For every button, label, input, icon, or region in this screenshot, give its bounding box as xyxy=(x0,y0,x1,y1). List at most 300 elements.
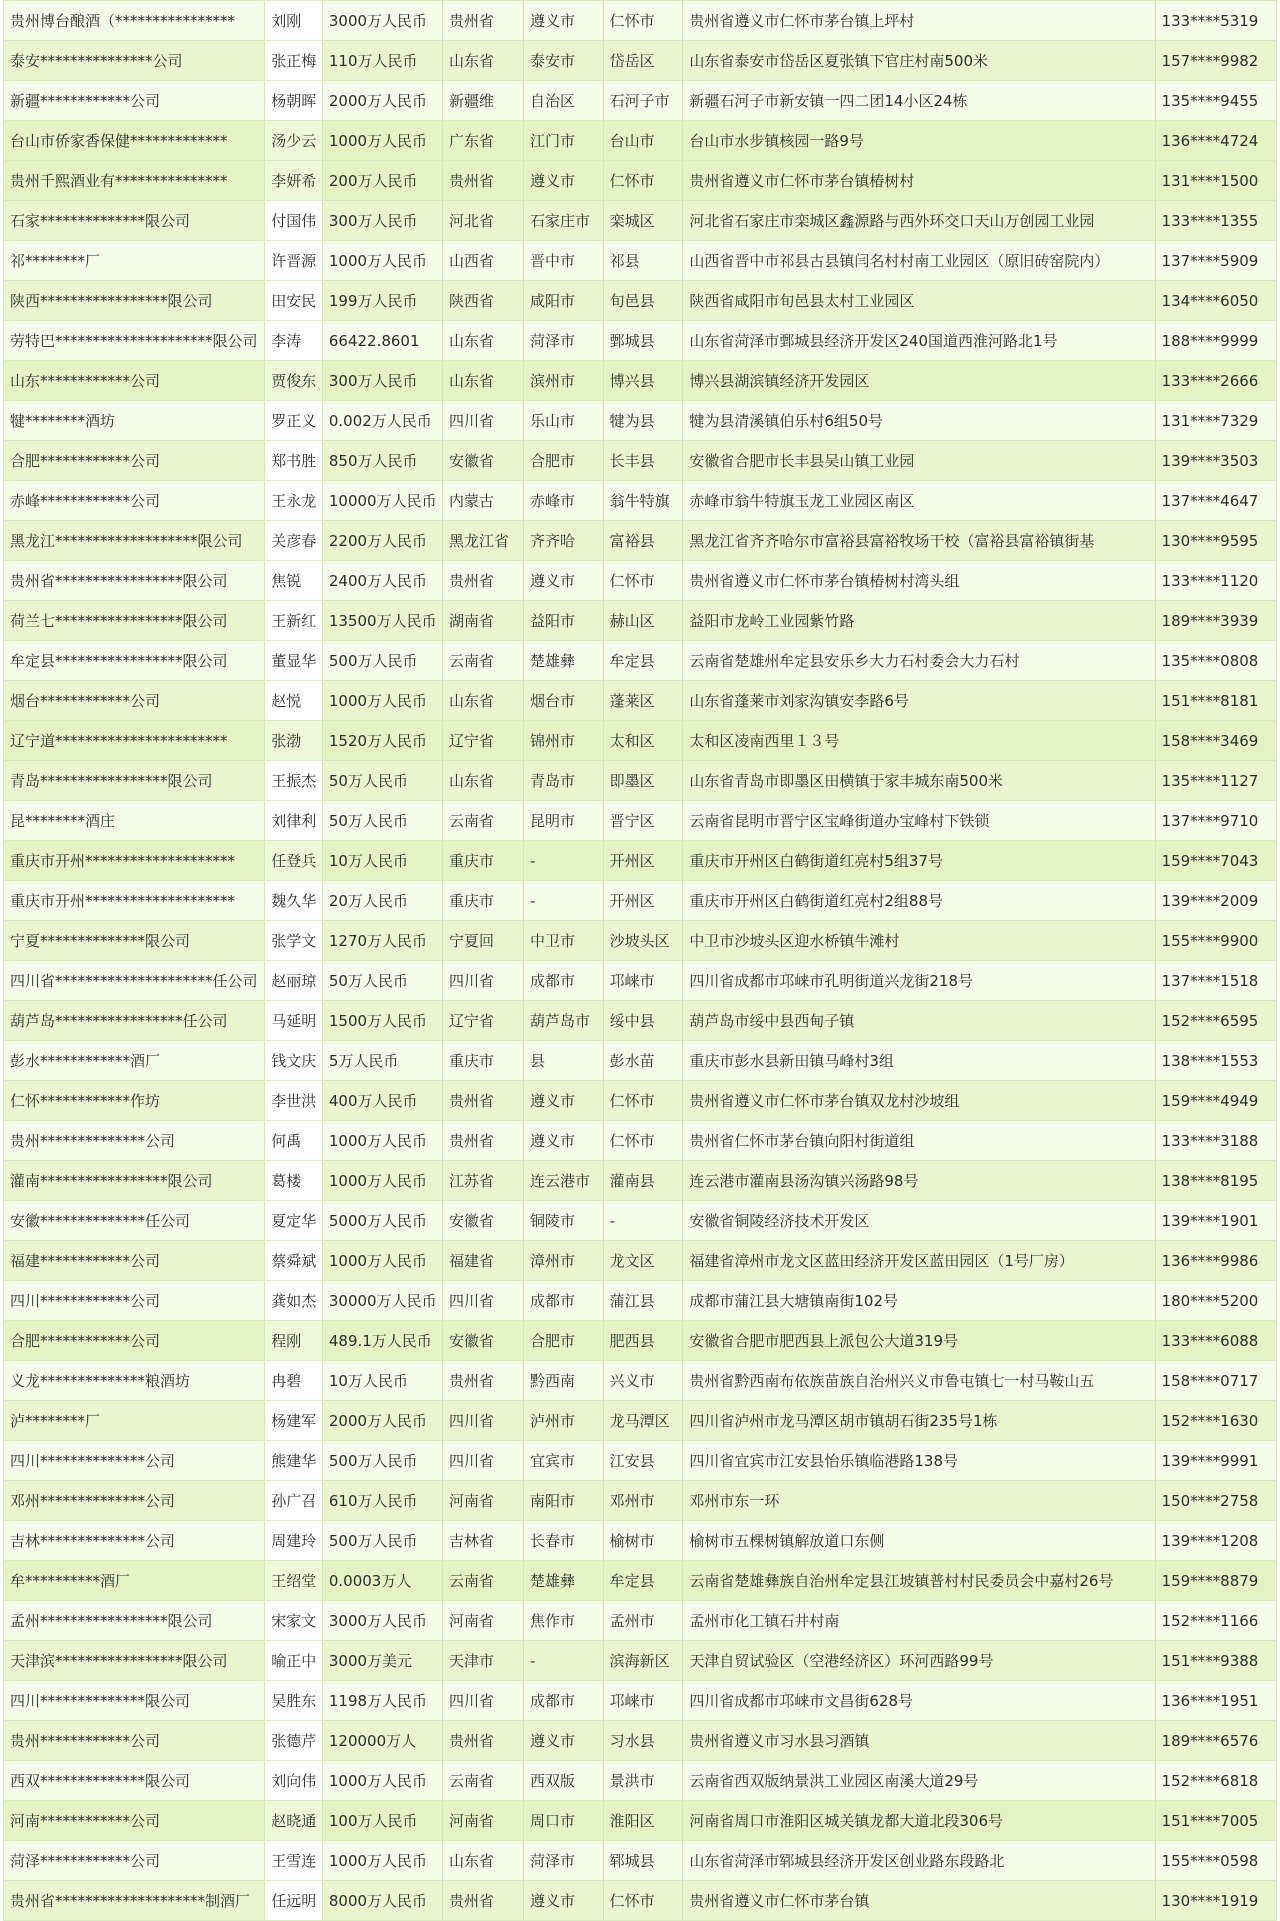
district-cell: 淮阳区 xyxy=(603,1801,683,1841)
district-cell: 太和区 xyxy=(603,721,683,761)
table-row xyxy=(4,201,1277,241)
table-row xyxy=(4,1841,1277,1881)
company-name-cell: 贵州省********************制酒厂 xyxy=(4,1881,265,1921)
legal-rep-cell: 王永龙 xyxy=(265,481,323,521)
province-cell: 四川省 xyxy=(443,1281,524,1321)
address-cell: 四川省宜宾市江安县怡乐镇临港路138号 xyxy=(683,1441,1155,1481)
city-cell: 宜宾市 xyxy=(523,1441,603,1481)
table-row xyxy=(4,601,1277,641)
legal-rep-cell: 孙广召 xyxy=(265,1481,323,1521)
city-cell: 焦作市 xyxy=(523,1601,603,1641)
district-cell: 晋宁区 xyxy=(603,801,683,841)
district-cell: 沙坡头区 xyxy=(603,921,683,961)
company-name-cell: 辽宁道*********************** xyxy=(4,721,265,761)
phone-cell: 137****9710 xyxy=(1155,801,1276,841)
city-cell: 遵义市 xyxy=(523,1881,603,1921)
company-name-cell: 菏泽************公司 xyxy=(4,1841,265,1881)
city-cell: 石家庄市 xyxy=(523,201,603,241)
table-row xyxy=(4,321,1277,361)
district-cell: 景洪市 xyxy=(603,1761,683,1801)
legal-rep-cell: 蔡舜斌 xyxy=(265,1241,323,1281)
table-row xyxy=(4,121,1277,161)
registered-capital-cell: 300万人民币 xyxy=(322,361,442,401)
province-cell: 天津市 xyxy=(443,1641,524,1681)
table-row xyxy=(4,1201,1277,1241)
city-cell: 菏泽市 xyxy=(523,1841,603,1881)
company-name-cell: 彭水************酒厂 xyxy=(4,1041,265,1081)
registered-capital-cell: 1500万人民币 xyxy=(322,1001,442,1041)
province-cell: 安徽省 xyxy=(443,441,524,481)
legal-rep-cell: 赵丽琼 xyxy=(265,961,323,1001)
table-row xyxy=(4,401,1277,441)
table-row xyxy=(4,1721,1277,1761)
legal-rep-cell: 钱文庆 xyxy=(265,1041,323,1081)
city-cell: 葫芦岛市 xyxy=(523,1001,603,1041)
registered-capital-cell: 1000万人民币 xyxy=(322,121,442,161)
city-cell: 昆明市 xyxy=(523,801,603,841)
table-row xyxy=(4,161,1277,201)
phone-cell: 137****1518 xyxy=(1155,961,1276,1001)
company-name-cell: 孟州*****************限公司 xyxy=(4,1601,265,1641)
phone-cell: 133****5319 xyxy=(1155,1,1276,41)
company-name-cell: 贵州省*****************限公司 xyxy=(4,561,265,601)
province-cell: 贵州省 xyxy=(443,1,524,41)
phone-cell: 152****6818 xyxy=(1155,1761,1276,1801)
city-cell: 锦州市 xyxy=(523,721,603,761)
company-name-cell: 犍********酒坊 xyxy=(4,401,265,441)
province-cell: 山东省 xyxy=(443,41,524,81)
address-cell: 安徽省铜陵经济技术开发区 xyxy=(683,1201,1155,1241)
table-row xyxy=(4,1561,1277,1601)
table-row xyxy=(4,1001,1277,1041)
city-cell: 周口市 xyxy=(523,1801,603,1841)
table-row xyxy=(4,441,1277,481)
city-cell: 晋中市 xyxy=(523,241,603,281)
city-cell: 成都市 xyxy=(523,961,603,1001)
city-cell: 中卫市 xyxy=(523,921,603,961)
district-cell: 牟定县 xyxy=(603,641,683,681)
legal-rep-cell: 汤少云 xyxy=(265,121,323,161)
district-cell: 邛崃市 xyxy=(603,961,683,1001)
table-row xyxy=(4,1,1277,41)
company-name-cell: 四川省*********************任公司 xyxy=(4,961,265,1001)
province-cell: 河北省 xyxy=(443,201,524,241)
phone-cell: 134****6050 xyxy=(1155,281,1276,321)
phone-cell: 151****9388 xyxy=(1155,1641,1276,1681)
province-cell: 内蒙古 xyxy=(443,481,524,521)
company-name-cell: 重庆市开州******************** xyxy=(4,841,265,881)
legal-rep-cell: 付国伟 xyxy=(265,201,323,241)
address-cell: 博兴县湖滨镇经济开发园区 xyxy=(683,361,1155,401)
phone-cell: 133****1120 xyxy=(1155,561,1276,601)
legal-rep-cell: 张渤 xyxy=(265,721,323,761)
table-row xyxy=(4,921,1277,961)
legal-rep-cell: 李世洪 xyxy=(265,1081,323,1121)
company-table xyxy=(3,0,1277,1921)
company-name-cell: 灌南*****************限公司 xyxy=(4,1161,265,1201)
address-cell: 贵州省遵义市仁怀市茅台镇双龙村沙坡组 xyxy=(683,1081,1155,1121)
phone-cell: 155****0598 xyxy=(1155,1841,1276,1881)
province-cell: 江苏省 xyxy=(443,1161,524,1201)
address-cell: 贵州省遵义市仁怀市茅台镇 xyxy=(683,1881,1155,1921)
province-cell: 辽宁省 xyxy=(443,721,524,761)
province-cell: 四川省 xyxy=(443,961,524,1001)
district-cell: 郓城县 xyxy=(603,1841,683,1881)
phone-cell: 138****8195 xyxy=(1155,1161,1276,1201)
district-cell: 邛崃市 xyxy=(603,1681,683,1721)
address-cell: 太和区凌南西里１３号 xyxy=(683,721,1155,761)
legal-rep-cell: 夏定华 xyxy=(265,1201,323,1241)
company-name-cell: 牟定县*****************限公司 xyxy=(4,641,265,681)
address-cell: 河南省周口市淮阳区城关镇龙都大道北段306号 xyxy=(683,1801,1155,1841)
registered-capital-cell: 10000万人民币 xyxy=(322,481,442,521)
company-name-cell: 合肥************公司 xyxy=(4,1321,265,1361)
legal-rep-cell: 张德芹 xyxy=(265,1721,323,1761)
district-cell: 仁怀市 xyxy=(603,1121,683,1161)
table-row xyxy=(4,1361,1277,1401)
company-name-cell: 四川************公司 xyxy=(4,1281,265,1321)
phone-cell: 139****9991 xyxy=(1155,1441,1276,1481)
registered-capital-cell: 10万人民币 xyxy=(322,841,442,881)
registered-capital-cell: 400万人民币 xyxy=(322,1081,442,1121)
district-cell: 仁怀市 xyxy=(603,561,683,601)
legal-rep-cell: 程刚 xyxy=(265,1321,323,1361)
registered-capital-cell: 0.002万人民币 xyxy=(322,401,442,441)
phone-cell: 155****9900 xyxy=(1155,921,1276,961)
table-row xyxy=(4,1521,1277,1561)
city-cell: 合肥市 xyxy=(523,441,603,481)
legal-rep-cell: 龚如杰 xyxy=(265,1281,323,1321)
city-cell: 菏泽市 xyxy=(523,321,603,361)
legal-rep-cell: 葛楼 xyxy=(265,1161,323,1201)
province-cell: 山东省 xyxy=(443,681,524,721)
legal-rep-cell: 焦锐 xyxy=(265,561,323,601)
table-row xyxy=(4,1481,1277,1521)
district-cell: 蓬莱区 xyxy=(603,681,683,721)
phone-cell: 130****9595 xyxy=(1155,521,1276,561)
registered-capital-cell: 13500万人民币 xyxy=(322,601,442,641)
city-cell: 楚雄彝 xyxy=(523,641,603,681)
address-cell: 贵州省黔西南布依族苗族自治州兴义市鲁屯镇七一村马鞍山五 xyxy=(683,1361,1155,1401)
registered-capital-cell: 3000万人民币 xyxy=(322,1,442,41)
table-row xyxy=(4,721,1277,761)
phone-cell: 152****1166 xyxy=(1155,1601,1276,1641)
table-row xyxy=(4,1881,1277,1921)
district-cell: 滨海新区 xyxy=(603,1641,683,1681)
address-cell: 福建省漳州市龙文区蓝田经济开发区蓝田园区（1号厂房） xyxy=(683,1241,1155,1281)
registered-capital-cell: 500万人民币 xyxy=(322,1521,442,1561)
district-cell: 江安县 xyxy=(603,1441,683,1481)
city-cell: 合肥市 xyxy=(523,1321,603,1361)
table-row xyxy=(4,241,1277,281)
district-cell: 岱岳区 xyxy=(603,41,683,81)
legal-rep-cell: 贾俊东 xyxy=(265,361,323,401)
city-cell: 青岛市 xyxy=(523,761,603,801)
district-cell: 博兴县 xyxy=(603,361,683,401)
company-name-cell: 重庆市开州******************** xyxy=(4,881,265,921)
legal-rep-cell: 王振杰 xyxy=(265,761,323,801)
phone-cell: 159****8879 xyxy=(1155,1561,1276,1601)
phone-cell: 189****6576 xyxy=(1155,1721,1276,1761)
province-cell: 吉林省 xyxy=(443,1521,524,1561)
table-row xyxy=(4,521,1277,561)
legal-rep-cell: 杨朝晖 xyxy=(265,81,323,121)
legal-rep-cell: 何禹 xyxy=(265,1121,323,1161)
province-cell: 河南省 xyxy=(443,1801,524,1841)
phone-cell: 139****1208 xyxy=(1155,1521,1276,1561)
table-row xyxy=(4,1801,1277,1841)
city-cell: 乐山市 xyxy=(523,401,603,441)
table-row xyxy=(4,81,1277,121)
address-cell: 贵州省遵义市仁怀市茅台镇上坪村 xyxy=(683,1,1155,41)
province-cell: 山西省 xyxy=(443,241,524,281)
table-row xyxy=(4,1321,1277,1361)
province-cell: 贵州省 xyxy=(443,1121,524,1161)
legal-rep-cell: 李涛 xyxy=(265,321,323,361)
province-cell: 黑龙江省 xyxy=(443,521,524,561)
table-row xyxy=(4,681,1277,721)
city-cell: 益阳市 xyxy=(523,601,603,641)
province-cell: 贵州省 xyxy=(443,1081,524,1121)
district-cell: 习水县 xyxy=(603,1721,683,1761)
company-name-cell: 合肥************公司 xyxy=(4,441,265,481)
legal-rep-cell: 喻正中 xyxy=(265,1641,323,1681)
legal-rep-cell: 周建玲 xyxy=(265,1521,323,1561)
company-name-cell: 陕西*****************限公司 xyxy=(4,281,265,321)
province-cell: 河南省 xyxy=(443,1481,524,1521)
city-cell: 西双版 xyxy=(523,1761,603,1801)
table-row xyxy=(4,1681,1277,1721)
table-row xyxy=(4,841,1277,881)
registered-capital-cell: 1000万人民币 xyxy=(322,1841,442,1881)
registered-capital-cell: 199万人民币 xyxy=(322,281,442,321)
legal-rep-cell: 刘律利 xyxy=(265,801,323,841)
registered-capital-cell: 3000万人民币 xyxy=(322,1601,442,1641)
table-row xyxy=(4,1441,1277,1481)
district-cell: 龙文区 xyxy=(603,1241,683,1281)
province-cell: 山东省 xyxy=(443,1841,524,1881)
address-cell: 安徽省合肥市肥西县上派包公大道319号 xyxy=(683,1321,1155,1361)
phone-cell: 158****3469 xyxy=(1155,721,1276,761)
address-cell: 榆树市五棵树镇解放道口东侧 xyxy=(683,1521,1155,1561)
company-name-cell: 贵州************公司 xyxy=(4,1721,265,1761)
province-cell: 河南省 xyxy=(443,1601,524,1641)
registered-capital-cell: 50万人民币 xyxy=(322,761,442,801)
city-cell: 铜陵市 xyxy=(523,1201,603,1241)
table-row xyxy=(4,1081,1277,1121)
district-cell: 绥中县 xyxy=(603,1001,683,1041)
city-cell: 遵义市 xyxy=(523,161,603,201)
city-cell: - xyxy=(523,841,603,881)
address-cell: 重庆市开州区白鹤街道红亮村2组88号 xyxy=(683,881,1155,921)
province-cell: 陕西省 xyxy=(443,281,524,321)
legal-rep-cell: 田安民 xyxy=(265,281,323,321)
legal-rep-cell: 张正梅 xyxy=(265,41,323,81)
table-row xyxy=(4,1641,1277,1681)
address-cell: 山东省蓬莱市刘家沟镇安李路6号 xyxy=(683,681,1155,721)
legal-rep-cell: 李妍希 xyxy=(265,161,323,201)
address-cell: 四川省泸州市龙马潭区胡市镇胡石街235号1栋 xyxy=(683,1401,1155,1441)
phone-cell: 151****8181 xyxy=(1155,681,1276,721)
company-name-cell: 黑龙江*******************限公司 xyxy=(4,521,265,561)
province-cell: 四川省 xyxy=(443,1681,524,1721)
table-row xyxy=(4,1241,1277,1281)
phone-cell: 133****2666 xyxy=(1155,361,1276,401)
company-name-cell: 泰安***************公司 xyxy=(4,41,265,81)
city-cell: 咸阳市 xyxy=(523,281,603,321)
province-cell: 四川省 xyxy=(443,1401,524,1441)
address-cell: 山东省青岛市即墨区田横镇于家丰城东南500米 xyxy=(683,761,1155,801)
address-cell: 天津自贸试验区（空港经济区）环河西路99号 xyxy=(683,1641,1155,1681)
registered-capital-cell: 850万人民币 xyxy=(322,441,442,481)
address-cell: 益阳市龙岭工业园紫竹路 xyxy=(683,601,1155,641)
district-cell: 即墨区 xyxy=(603,761,683,801)
table-row xyxy=(4,1041,1277,1081)
company-name-cell: 贵州**************公司 xyxy=(4,1121,265,1161)
province-cell: 安徽省 xyxy=(443,1321,524,1361)
table-row xyxy=(4,41,1277,81)
district-cell: 仁怀市 xyxy=(603,1,683,41)
phone-cell: 137****5909 xyxy=(1155,241,1276,281)
legal-rep-cell: 吴胜东 xyxy=(265,1681,323,1721)
address-cell: 台山市水步镇核园一路9号 xyxy=(683,121,1155,161)
legal-rep-cell: 赵晓通 xyxy=(265,1801,323,1841)
phone-cell: 139****3503 xyxy=(1155,441,1276,481)
address-cell: 贵州省遵义市仁怀市茅台镇椿树村湾头组 xyxy=(683,561,1155,601)
registered-capital-cell: 50万人民币 xyxy=(322,961,442,1001)
registered-capital-cell: 2200万人民币 xyxy=(322,521,442,561)
city-cell: 县 xyxy=(523,1041,603,1081)
address-cell: 邓州市东一环 xyxy=(683,1481,1155,1521)
registered-capital-cell: 8000万人民币 xyxy=(322,1881,442,1921)
table-row xyxy=(4,561,1277,601)
district-cell: 孟州市 xyxy=(603,1601,683,1641)
district-cell: 榆树市 xyxy=(603,1521,683,1561)
city-cell: 滨州市 xyxy=(523,361,603,401)
legal-rep-cell: 罗正义 xyxy=(265,401,323,441)
phone-cell: 152****6595 xyxy=(1155,1001,1276,1041)
address-cell: 重庆市彭水县新田镇马峰村3组 xyxy=(683,1041,1155,1081)
company-name-cell: 赤峰************公司 xyxy=(4,481,265,521)
province-cell: 重庆市 xyxy=(443,881,524,921)
company-name-cell: 劳特巴*********************限公司 xyxy=(4,321,265,361)
table-row xyxy=(4,641,1277,681)
province-cell: 贵州省 xyxy=(443,1721,524,1761)
district-cell: 肥西县 xyxy=(603,1321,683,1361)
province-cell: 贵州省 xyxy=(443,561,524,601)
legal-rep-cell: 王绍堂 xyxy=(265,1561,323,1601)
table-row xyxy=(4,761,1277,801)
company-name-cell: 天津滨*****************限公司 xyxy=(4,1641,265,1681)
phone-cell: 137****4647 xyxy=(1155,481,1276,521)
phone-cell: 135****1127 xyxy=(1155,761,1276,801)
address-cell: 重庆市开州区白鹤街道红亮村5组37号 xyxy=(683,841,1155,881)
legal-rep-cell: 冉碧 xyxy=(265,1361,323,1401)
address-cell: 四川省成都市邛崃市文昌街628号 xyxy=(683,1681,1155,1721)
phone-cell: 133****6088 xyxy=(1155,1321,1276,1361)
phone-cell: 157****9982 xyxy=(1155,41,1276,81)
table-row xyxy=(4,1401,1277,1441)
district-cell: - xyxy=(603,1201,683,1241)
district-cell: 富裕县 xyxy=(603,521,683,561)
phone-cell: 158****0717 xyxy=(1155,1361,1276,1401)
district-cell: 赫山区 xyxy=(603,601,683,641)
province-cell: 云南省 xyxy=(443,1561,524,1601)
phone-cell: 136****1951 xyxy=(1155,1681,1276,1721)
table-row xyxy=(4,1281,1277,1321)
address-cell: 孟州市化工镇石井村南 xyxy=(683,1601,1155,1641)
legal-rep-cell: 刘刚 xyxy=(265,1,323,41)
city-cell: 成都市 xyxy=(523,1681,603,1721)
table-row xyxy=(4,1761,1277,1801)
registered-capital-cell: 1000万人民币 xyxy=(322,241,442,281)
province-cell: 山东省 xyxy=(443,761,524,801)
city-cell: - xyxy=(523,881,603,921)
table-row xyxy=(4,481,1277,521)
address-cell: 赤峰市翁牛特旗玉龙工业园区南区 xyxy=(683,481,1155,521)
registered-capital-cell: 120000万人 xyxy=(322,1721,442,1761)
phone-cell: 133****1355 xyxy=(1155,201,1276,241)
company-name-cell: 石家**************限公司 xyxy=(4,201,265,241)
city-cell: 齐齐哈 xyxy=(523,521,603,561)
table-row xyxy=(4,1161,1277,1201)
company-name-cell: 新疆************公司 xyxy=(4,81,265,121)
legal-rep-cell: 魏久华 xyxy=(265,881,323,921)
company-name-cell: 祁********厂 xyxy=(4,241,265,281)
table-row xyxy=(4,1601,1277,1641)
district-cell: 彭水苗 xyxy=(603,1041,683,1081)
district-cell: 犍为县 xyxy=(603,401,683,441)
registered-capital-cell: 50万人民币 xyxy=(322,801,442,841)
legal-rep-cell: 董显华 xyxy=(265,641,323,681)
company-name-cell: 烟台************公司 xyxy=(4,681,265,721)
address-cell: 安徽省合肥市长丰县吴山镇工业园 xyxy=(683,441,1155,481)
province-cell: 重庆市 xyxy=(443,1041,524,1081)
address-cell: 中卫市沙坡头区迎水桥镇牛滩村 xyxy=(683,921,1155,961)
company-name-cell: 台山市侨家香保健************* xyxy=(4,121,265,161)
district-cell: 蒲江县 xyxy=(603,1281,683,1321)
district-cell: 鄄城县 xyxy=(603,321,683,361)
province-cell: 四川省 xyxy=(443,1441,524,1481)
legal-rep-cell: 关彦春 xyxy=(265,521,323,561)
legal-rep-cell: 宋家文 xyxy=(265,1601,323,1641)
company-name-cell: 葫芦岛*****************任公司 xyxy=(4,1001,265,1041)
city-cell: 漳州市 xyxy=(523,1241,603,1281)
address-cell: 云南省楚雄州牟定县安乐乡大力石村委会大力石村 xyxy=(683,641,1155,681)
company-name-cell: 昆********酒庄 xyxy=(4,801,265,841)
legal-rep-cell: 许晋源 xyxy=(265,241,323,281)
legal-rep-cell: 任登兵 xyxy=(265,841,323,881)
registered-capital-cell: 2000万人民币 xyxy=(322,81,442,121)
registered-capital-cell: 3000万美元 xyxy=(322,1641,442,1681)
address-cell: 贵州省遵义市习水县习酒镇 xyxy=(683,1721,1155,1761)
company-name-cell: 青岛*****************限公司 xyxy=(4,761,265,801)
address-cell: 贵州省遵义市仁怀市茅台镇椿树村 xyxy=(683,161,1155,201)
district-cell: 长丰县 xyxy=(603,441,683,481)
registered-capital-cell: 200万人民币 xyxy=(322,161,442,201)
phone-cell: 138****1553 xyxy=(1155,1041,1276,1081)
province-cell: 湖南省 xyxy=(443,601,524,641)
district-cell: 仁怀市 xyxy=(603,161,683,201)
city-cell: 遵义市 xyxy=(523,1121,603,1161)
registered-capital-cell: 489.1万人民币 xyxy=(322,1321,442,1361)
registered-capital-cell: 110万人民币 xyxy=(322,41,442,81)
district-cell: 开州区 xyxy=(603,841,683,881)
province-cell: 新疆维 xyxy=(443,81,524,121)
legal-rep-cell: 任远明 xyxy=(265,1881,323,1921)
district-cell: 仁怀市 xyxy=(603,1081,683,1121)
district-cell: 开州区 xyxy=(603,881,683,921)
